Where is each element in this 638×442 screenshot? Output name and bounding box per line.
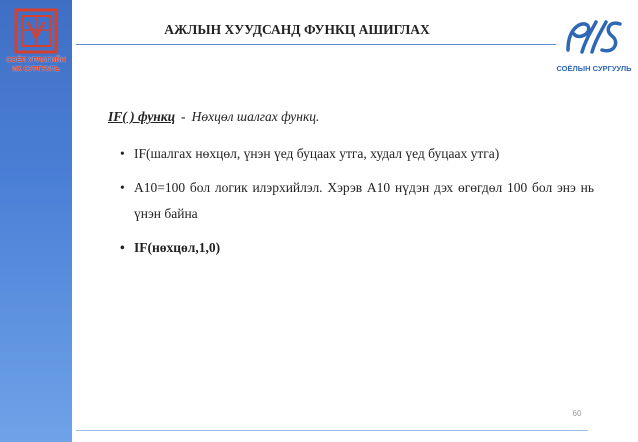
list-item: • А10=100 бол логик илэрхийлэл. Хэрэв А10 нүдэн дэх өгөгдөл 100 бол энэ нь үнэн байна [120,175,594,227]
left-logo-text-2: ИХ СУРГУУЛЬ [12,66,60,73]
list-item: • IF(нөхцөл,1,0) [120,235,594,261]
heading-separator: - [181,109,186,124]
left-logo-text-1: СОЁЛ УРЛАГИЙН [6,57,66,64]
university-crest-icon [14,8,58,54]
page-number: 60 [572,409,582,418]
right-logo [556,16,632,74]
school-logo-icon [562,16,626,58]
function-name: IF( ) функц [108,109,176,124]
list-item: • IF(шалгах нөхцөл, үнэн үед буцаах утга, худал үед буцаах утга) [120,141,594,167]
bullet-list [108,141,594,261]
bottom-divider [76,430,588,431]
slide-content [108,109,594,269]
function-description: Нөхцөл шалгах функц. [191,109,320,124]
title-divider [76,44,556,45]
right-logo-text: СОЁЛЫН СУРГУУЛЬ [556,64,632,73]
left-logo [2,8,70,88]
function-heading [108,109,594,125]
slide-title: АЖЛЫН ХУУДСАНД ФУНКЦ АШИГЛАХ [164,22,430,37]
